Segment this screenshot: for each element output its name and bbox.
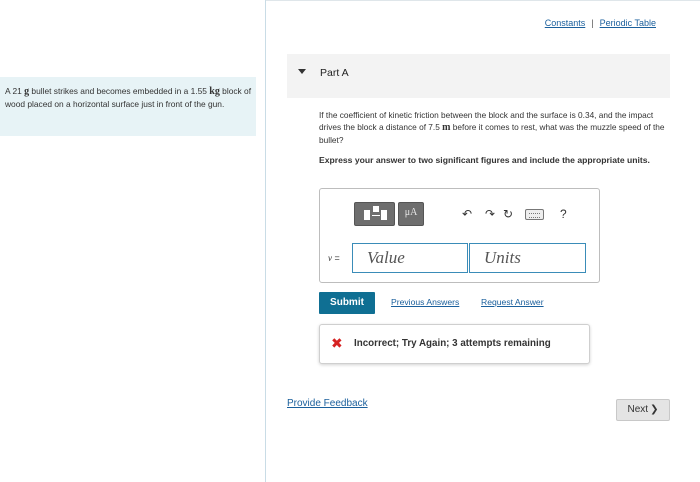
left-pane: [0, 0, 266, 482]
part-label: Part A: [320, 67, 349, 79]
reset-icon[interactable]: ↻: [503, 207, 514, 221]
part-a-header[interactable]: [287, 54, 670, 98]
constants-link[interactable]: Constants: [544, 18, 586, 28]
collapse-caret-icon[interactable]: [298, 69, 306, 74]
periodic-table-link[interactable]: Periodic Table: [599, 18, 656, 28]
provide-feedback-link[interactable]: Provide Feedback: [287, 398, 368, 409]
top-divider: [266, 0, 700, 1]
answer-instruction: Express your answer to two significant figures and include the appropriate units.: [319, 155, 650, 165]
problem-statement: [0, 77, 256, 136]
unit-kilograms: kg: [209, 86, 220, 97]
units-button[interactable]: μA: [398, 202, 424, 226]
help-button[interactable]: ?: [560, 207, 567, 221]
top-links: [545, 18, 656, 28]
next-label: Next: [627, 404, 649, 415]
templates-button[interactable]: [354, 202, 395, 226]
problem-text-1: A 21: [5, 86, 25, 96]
next-button[interactable]: [616, 399, 670, 421]
question-text-2: before it comes to rest, what was the muzzle speed of the bullet?: [319, 122, 665, 145]
chevron-right-icon: ❯: [650, 404, 659, 415]
unit-grams: g: [24, 86, 30, 97]
variable-symbol: v: [328, 253, 332, 263]
templates-icon-bar: [372, 215, 380, 216]
previous-answers-link[interactable]: Previous Answers: [391, 297, 460, 307]
problem-text-3: block of wood placed on a horizontal surface just in front of the gun.: [5, 86, 252, 109]
redo-icon[interactable]: ↷: [485, 207, 496, 221]
answer-variable-label: [328, 253, 340, 263]
request-answer-link[interactable]: Request Answer: [481, 297, 544, 307]
units-input[interactable]: Units: [469, 243, 586, 273]
value-input[interactable]: Value: [352, 243, 468, 273]
feedback-message-box: [319, 324, 590, 364]
undo-icon[interactable]: ↶: [462, 207, 473, 221]
feedback-message: Incorrect; Try Again; 3 attempts remaining: [354, 338, 551, 349]
link-separator: |: [591, 18, 594, 28]
submit-button[interactable]: Submit: [319, 292, 375, 314]
templates-icon-part: [381, 210, 387, 220]
templates-icon: [364, 210, 370, 220]
templates-icon-part: [373, 206, 379, 212]
question-text-1: If the coefficient of kinetic friction between the block and the surface is 0.34, and the impact drives the block a distance of 7.5: [319, 110, 654, 132]
keyboard-icon[interactable]: [525, 209, 544, 220]
unit-meters: m: [442, 122, 451, 133]
error-x-icon: ✖: [331, 335, 343, 351]
problem-text-2: bullet strikes and becomes embedded in a 1.55: [29, 86, 210, 96]
question-text: [319, 109, 674, 146]
equals-sign: =: [332, 253, 340, 263]
